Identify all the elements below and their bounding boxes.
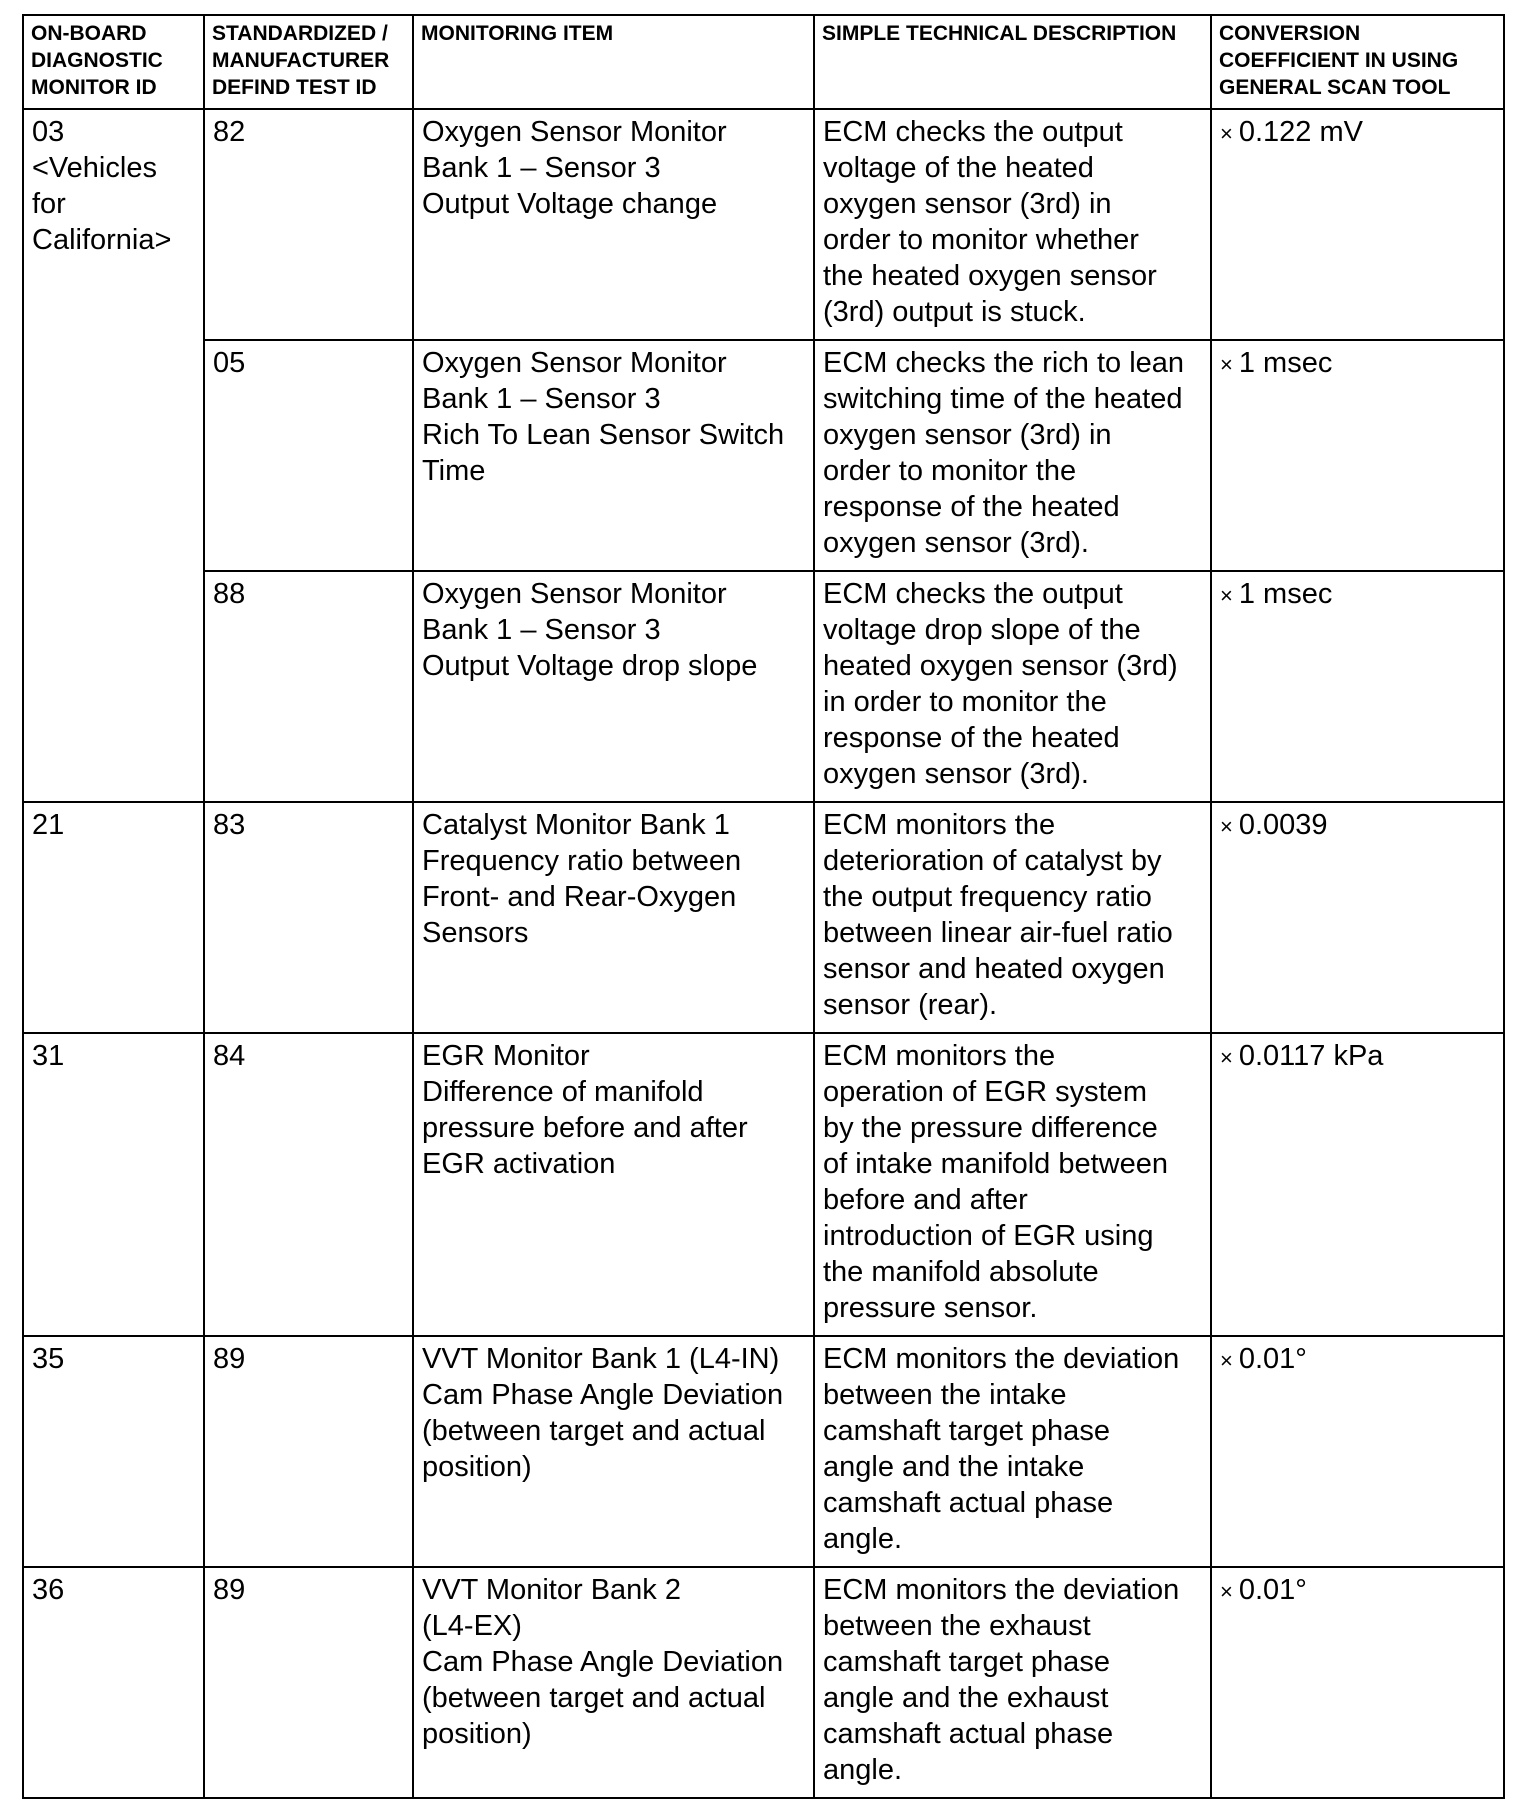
times-sign: ×	[1220, 1348, 1233, 1373]
monitor-test-table	[22, 14, 1505, 1799]
cell-description: ECM monitors the operation of EGR system by the pressure difference of intake manifold between before and after introduction of EGR using the manifold absolute pressure sensor.	[814, 1033, 1211, 1336]
header-test-id: STANDARDIZED / MANUFACTURER DEFIND TEST ID	[204, 15, 413, 109]
times-sign: ×	[1220, 352, 1233, 377]
table-row	[23, 571, 1504, 802]
cell-conversion: × 1 msec	[1211, 340, 1504, 571]
times-sign: ×	[1220, 583, 1233, 608]
cell-test-id: 84	[204, 1033, 413, 1336]
cell-monitor-id: 21	[23, 802, 204, 1033]
table-row	[23, 1336, 1504, 1567]
cell-monitor-id: 36	[23, 1567, 204, 1798]
header-monitoring-item: MONITORING ITEM	[413, 15, 814, 109]
cell-monitoring-item: Oxygen Sensor Monitor Bank 1 – Sensor 3 Output Voltage change	[413, 109, 814, 340]
cell-monitoring-item: Catalyst Monitor Bank 1 Frequency ratio between Front- and Rear-Oxygen Sensors	[413, 802, 814, 1033]
cell-conversion: × 1 msec	[1211, 571, 1504, 802]
cell-test-id: 89	[204, 1336, 413, 1567]
cell-monitoring-item: Oxygen Sensor Monitor Bank 1 – Sensor 3 Rich To Lean Sensor Switch Time	[413, 340, 814, 571]
times-sign: ×	[1220, 1045, 1233, 1070]
cell-monitor-id: 03 <Vehicles for California>	[23, 109, 204, 802]
cell-monitoring-item: VVT Monitor Bank 2 (L4-EX) Cam Phase Angle Deviation (between target and actual position)	[413, 1567, 814, 1798]
cell-monitoring-item: Oxygen Sensor Monitor Bank 1 – Sensor 3 Output Voltage drop slope	[413, 571, 814, 802]
cell-conversion: × 0.0117 kPa	[1211, 1033, 1504, 1336]
times-sign: ×	[1220, 814, 1233, 839]
cell-description: ECM checks the output voltage of the heated oxygen sensor (3rd) in order to monitor whether the heated oxygen sensor (3rd) output is stuck.	[814, 109, 1211, 340]
header-monitor-id: ON-BOARD DIAGNOSTIC MONITOR ID	[23, 15, 204, 109]
table-row	[23, 1567, 1504, 1798]
cell-description: ECM checks the output voltage drop slope of the heated oxygen sensor (3rd) in order to monitor the response of the heated oxygen sensor (3rd).	[814, 571, 1211, 802]
cell-monitor-id: 35	[23, 1336, 204, 1567]
cell-conversion: × 0.122 mV	[1211, 109, 1504, 340]
cell-test-id: 82	[204, 109, 413, 340]
cell-test-id: 88	[204, 571, 413, 802]
table-row	[23, 1033, 1504, 1336]
cell-monitor-id: 31	[23, 1033, 204, 1336]
header-description: SIMPLE TECHNICAL DESCRIPTION	[814, 15, 1211, 109]
header-row	[23, 15, 1504, 109]
cell-description: ECM monitors the deviation between the intake camshaft target phase angle and the intake camshaft actual phase angle.	[814, 1336, 1211, 1567]
cell-conversion: × 0.01°	[1211, 1567, 1504, 1798]
cell-conversion: × 0.01°	[1211, 1336, 1504, 1567]
times-sign: ×	[1220, 121, 1233, 146]
cell-description: ECM monitors the deterioration of catalyst by the output frequency ratio between linear air-fuel ratio sensor and heated oxygen sensor (rear).	[814, 802, 1211, 1033]
cell-description: ECM monitors the deviation between the exhaust camshaft target phase angle and the exhaust camshaft actual phase angle.	[814, 1567, 1211, 1798]
table-row	[23, 802, 1504, 1033]
cell-description: ECM checks the rich to lean switching time of the heated oxygen sensor (3rd) in order to monitor the response of the heated oxygen sensor (3rd).	[814, 340, 1211, 571]
cell-test-id: 83	[204, 802, 413, 1033]
header-conversion: CONVERSION COEFFICIENT IN USING GENERAL SCAN TOOL	[1211, 15, 1504, 109]
times-sign: ×	[1220, 1579, 1233, 1604]
table-row	[23, 109, 1504, 340]
cell-test-id: 05	[204, 340, 413, 571]
table-row	[23, 340, 1504, 571]
cell-monitoring-item: VVT Monitor Bank 1 (L4-IN) Cam Phase Angle Deviation (between target and actual position)	[413, 1336, 814, 1567]
cell-test-id: 89	[204, 1567, 413, 1798]
cell-conversion: × 0.0039	[1211, 802, 1504, 1033]
cell-monitoring-item: EGR Monitor Difference of manifold pressure before and after EGR activation	[413, 1033, 814, 1336]
